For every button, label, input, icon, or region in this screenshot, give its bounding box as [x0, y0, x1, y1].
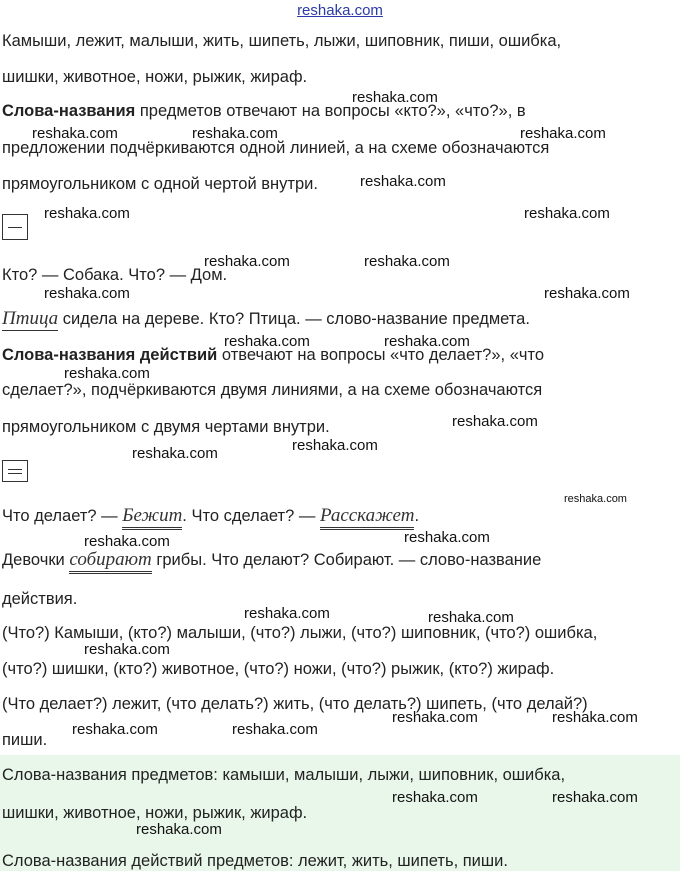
example-text: грибы. Что делают? Собирают. — слово-название — [151, 551, 542, 569]
example-objects: Кто? — Собака. Что? — Дом. — [2, 266, 228, 284]
watermark: reshaka.com — [364, 253, 450, 270]
watermark: reshaka.com — [204, 253, 290, 270]
term-actions: Слова-названия действий — [2, 346, 218, 364]
underlined-predicate: Расскажет — [320, 505, 415, 530]
site-link[interactable]: reshaka.com — [297, 2, 383, 19]
watermark: reshaka.com — [136, 821, 222, 838]
watermark: reshaka.com — [44, 285, 130, 302]
watermark: reshaka.com — [524, 205, 610, 222]
rule-objects-line-2: предложении подчёркиваются одной линией, а на схеме обозначаются — [2, 139, 550, 157]
answer-actions: Слова-названия действий предметов: лежит, жить, шипеть, пиши. — [2, 852, 508, 870]
watermark: reshaka.com — [292, 437, 378, 454]
watermark: reshaka.com — [44, 205, 130, 222]
watermark: reshaka.com — [192, 125, 278, 142]
example-bird-text: сидела на дереве. Кто? Птица. — слово-название предмета. — [58, 310, 530, 328]
underlined-subject: Птица — [2, 308, 59, 329]
rule-actions-line-2: сделает?», подчёркиваются двумя линиями, а на схеме обозначаются — [2, 381, 543, 399]
rule-actions-line-3: прямоугольником с двумя чертами внутри. — [2, 418, 330, 436]
scheme-line — [8, 469, 22, 470]
watermark: reshaka.com — [544, 285, 630, 302]
example-bird — [2, 309, 530, 329]
watermark: reshaka.com — [72, 721, 158, 738]
watermark: reshaka.com — [564, 493, 627, 505]
rule-objects-text: предметов отвечают на вопросы «кто?», «что?», в — [135, 102, 526, 120]
answer-objects-line-1: Слова-названия предметов: камыши, малыши, лыжи, шиповник, ошибка, — [2, 766, 566, 784]
questions-line-2: (что?) шишки, (кто?) животное, (что?) ножи, (что?) рыжик, (кто?) жираф. — [2, 660, 555, 678]
watermark: reshaka.com — [360, 173, 446, 190]
scheme-line — [8, 227, 22, 228]
watermark: reshaka.com — [404, 529, 490, 546]
watermark: reshaka.com — [428, 609, 514, 626]
questions-line-3: (Что делает?) лежит, (что делать?) жить, (что делать?) шипеть, (что делай?) — [2, 695, 588, 713]
example-girls — [2, 550, 541, 570]
watermark: reshaka.com — [392, 709, 478, 726]
watermark: reshaka.com — [244, 605, 330, 622]
watermark: reshaka.com — [132, 445, 218, 462]
watermark: reshaka.com — [224, 333, 310, 350]
questions-line-1: (Что?) Камыши, (кто?) малыши, (что?) лыжи, (что?) шиповник, (что?) ошибка, — [2, 624, 598, 642]
example-text: . Что сделает? — — [182, 507, 320, 525]
underlined-predicate: Бежит — [122, 505, 182, 530]
watermark: reshaka.com — [232, 721, 318, 738]
scheme-line — [8, 473, 22, 474]
watermark: reshaka.com — [64, 365, 150, 382]
watermark: reshaka.com — [32, 125, 118, 142]
scheme-two-lines — [2, 460, 28, 482]
rule-objects-line-1 — [2, 101, 526, 121]
watermark: reshaka.com — [392, 789, 478, 806]
watermark: reshaka.com — [520, 125, 606, 142]
word-list-line-1: Камыши, лежит, малыши, жить, шипеть, лыжи, шиповник, пиши, ошибка, — [2, 32, 562, 50]
watermark: reshaka.com — [84, 533, 170, 550]
example-text: Что делает? — — [2, 507, 123, 525]
questions-line-4: пиши. — [2, 731, 48, 749]
rule-objects-line-3: прямоугольником с одной чертой внутри. — [2, 175, 318, 193]
word-list-line-2: шишки, животное, ножи, рыжик, жираф. — [2, 68, 308, 86]
term-objects: Слова-названия — [2, 102, 136, 120]
watermark: reshaka.com — [552, 789, 638, 806]
rule-actions-text: отвечают на вопросы «что делает?», «что — [217, 346, 545, 364]
example-text: Девочки — [2, 551, 70, 569]
answer-objects-line-2: шишки, животное, ножи, рыжик, жираф. — [2, 804, 308, 822]
watermark: reshaka.com — [84, 641, 170, 658]
example-text: . — [414, 507, 420, 525]
example-girls-line-2: действия. — [2, 590, 78, 608]
watermark: reshaka.com — [452, 413, 538, 430]
watermark: reshaka.com — [352, 89, 438, 106]
example-actions — [2, 506, 419, 526]
watermark: reshaka.com — [552, 709, 638, 726]
underlined-predicate: собирают — [69, 549, 151, 574]
scheme-one-line — [2, 214, 28, 240]
watermark: reshaka.com — [384, 333, 470, 350]
